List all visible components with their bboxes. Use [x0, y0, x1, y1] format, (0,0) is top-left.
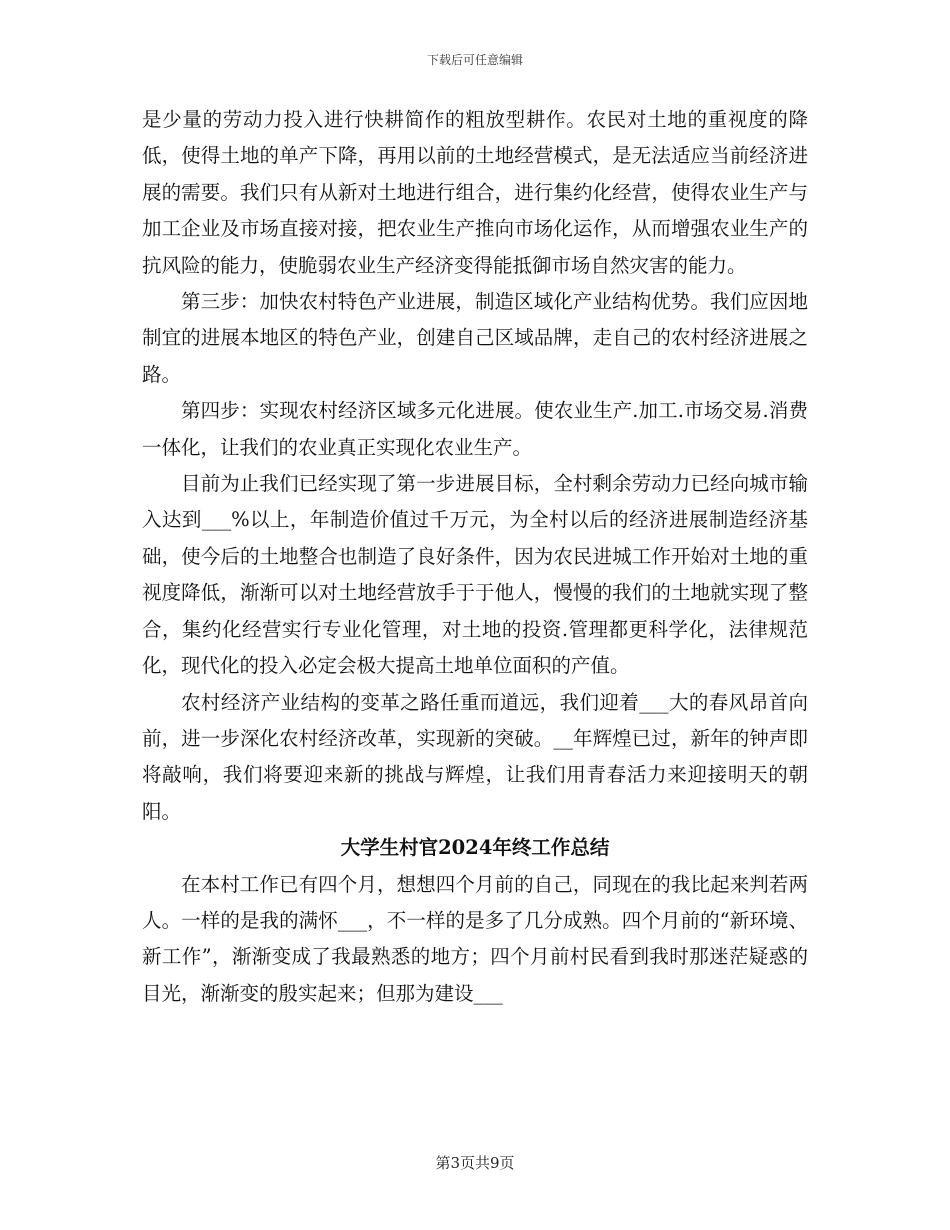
document-body	[142, 102, 808, 1012]
paragraph-step-three: 第三步：加快农村特色产业进展，制造区域化产业结构优势。我们应因地制宜的进展本地区的特色产业，创建自己区域品牌，走自己的农村经济进展之路。	[142, 290, 808, 386]
paragraph-continuation: 是少量的劳动力投入进行快耕简作的粗放型耕作。农民对土地的重视度的降低，使得土地的单产下降，再用以前的土地经营模式，是无法适应当前经济进展的需要。我们只有从新对土地进行组合，进行集约化经营，使得农业生产与加工企业及市场直接对接，把农业生产推向市场化运作，从而增强农业生产的抗风险的能力，使脆弱农业生产经济变得能抵御市场自然灾害的能力。	[142, 108, 808, 277]
paragraph-section-intro: 在本村工作已有四个月，想想四个月前的自己，同现在的我比起来判若两人。一样的是我的满怀___，不一样的是多了几分成熟。四个月前的“新环境、新工作”，渐渐变成了我最熟悉的地方；四个月前村民看到我时那迷茫疑惑的目光，渐渐变的殷实起来；但那为建设___	[142, 872, 808, 1005]
page-header: 下载后可任意编辑	[426, 53, 523, 67]
section-title: 大学生村官2024年终工作总结	[340, 836, 610, 860]
paragraph-conclusion: 农村经济产业结构的变革之路任重而道远，我们迎着___大的春风昂首向前，进一步深化农村经济改革，实现新的突破。__年辉煌已过，新年的钟声即将敲响，我们将要迎来新的挑战与辉煌，让我们用青春活力来迎接明天的朝阳。	[142, 690, 808, 823]
paragraph-step-four: 第四步：实现农村经济区域多元化进展。使农业生产.加工.市场交易.消费一体化，让我们的农业真正实现化农业生产。	[142, 399, 808, 459]
page-footer: 第3页共9页	[435, 1154, 515, 1172]
paragraph-progress: 目前为止我们已经实现了第一步进展目标，全村剩余劳动力已经向城市输入达到___%以上，年制造价值过千万元，为全村以后的经济进展制造经济基础，使今后的土地整合也制造了良好条件，因为农民进城工作开始对土地的重视度降低，渐渐可以对土地经营放手于于他人，慢慢的我们的土地就实现了整合，集约化经营实行专业化管理，对土地的投资.管理都更科学化，法律规范化，现代化的投入必定会极大提高土地单位面积的产值。	[142, 472, 808, 678]
